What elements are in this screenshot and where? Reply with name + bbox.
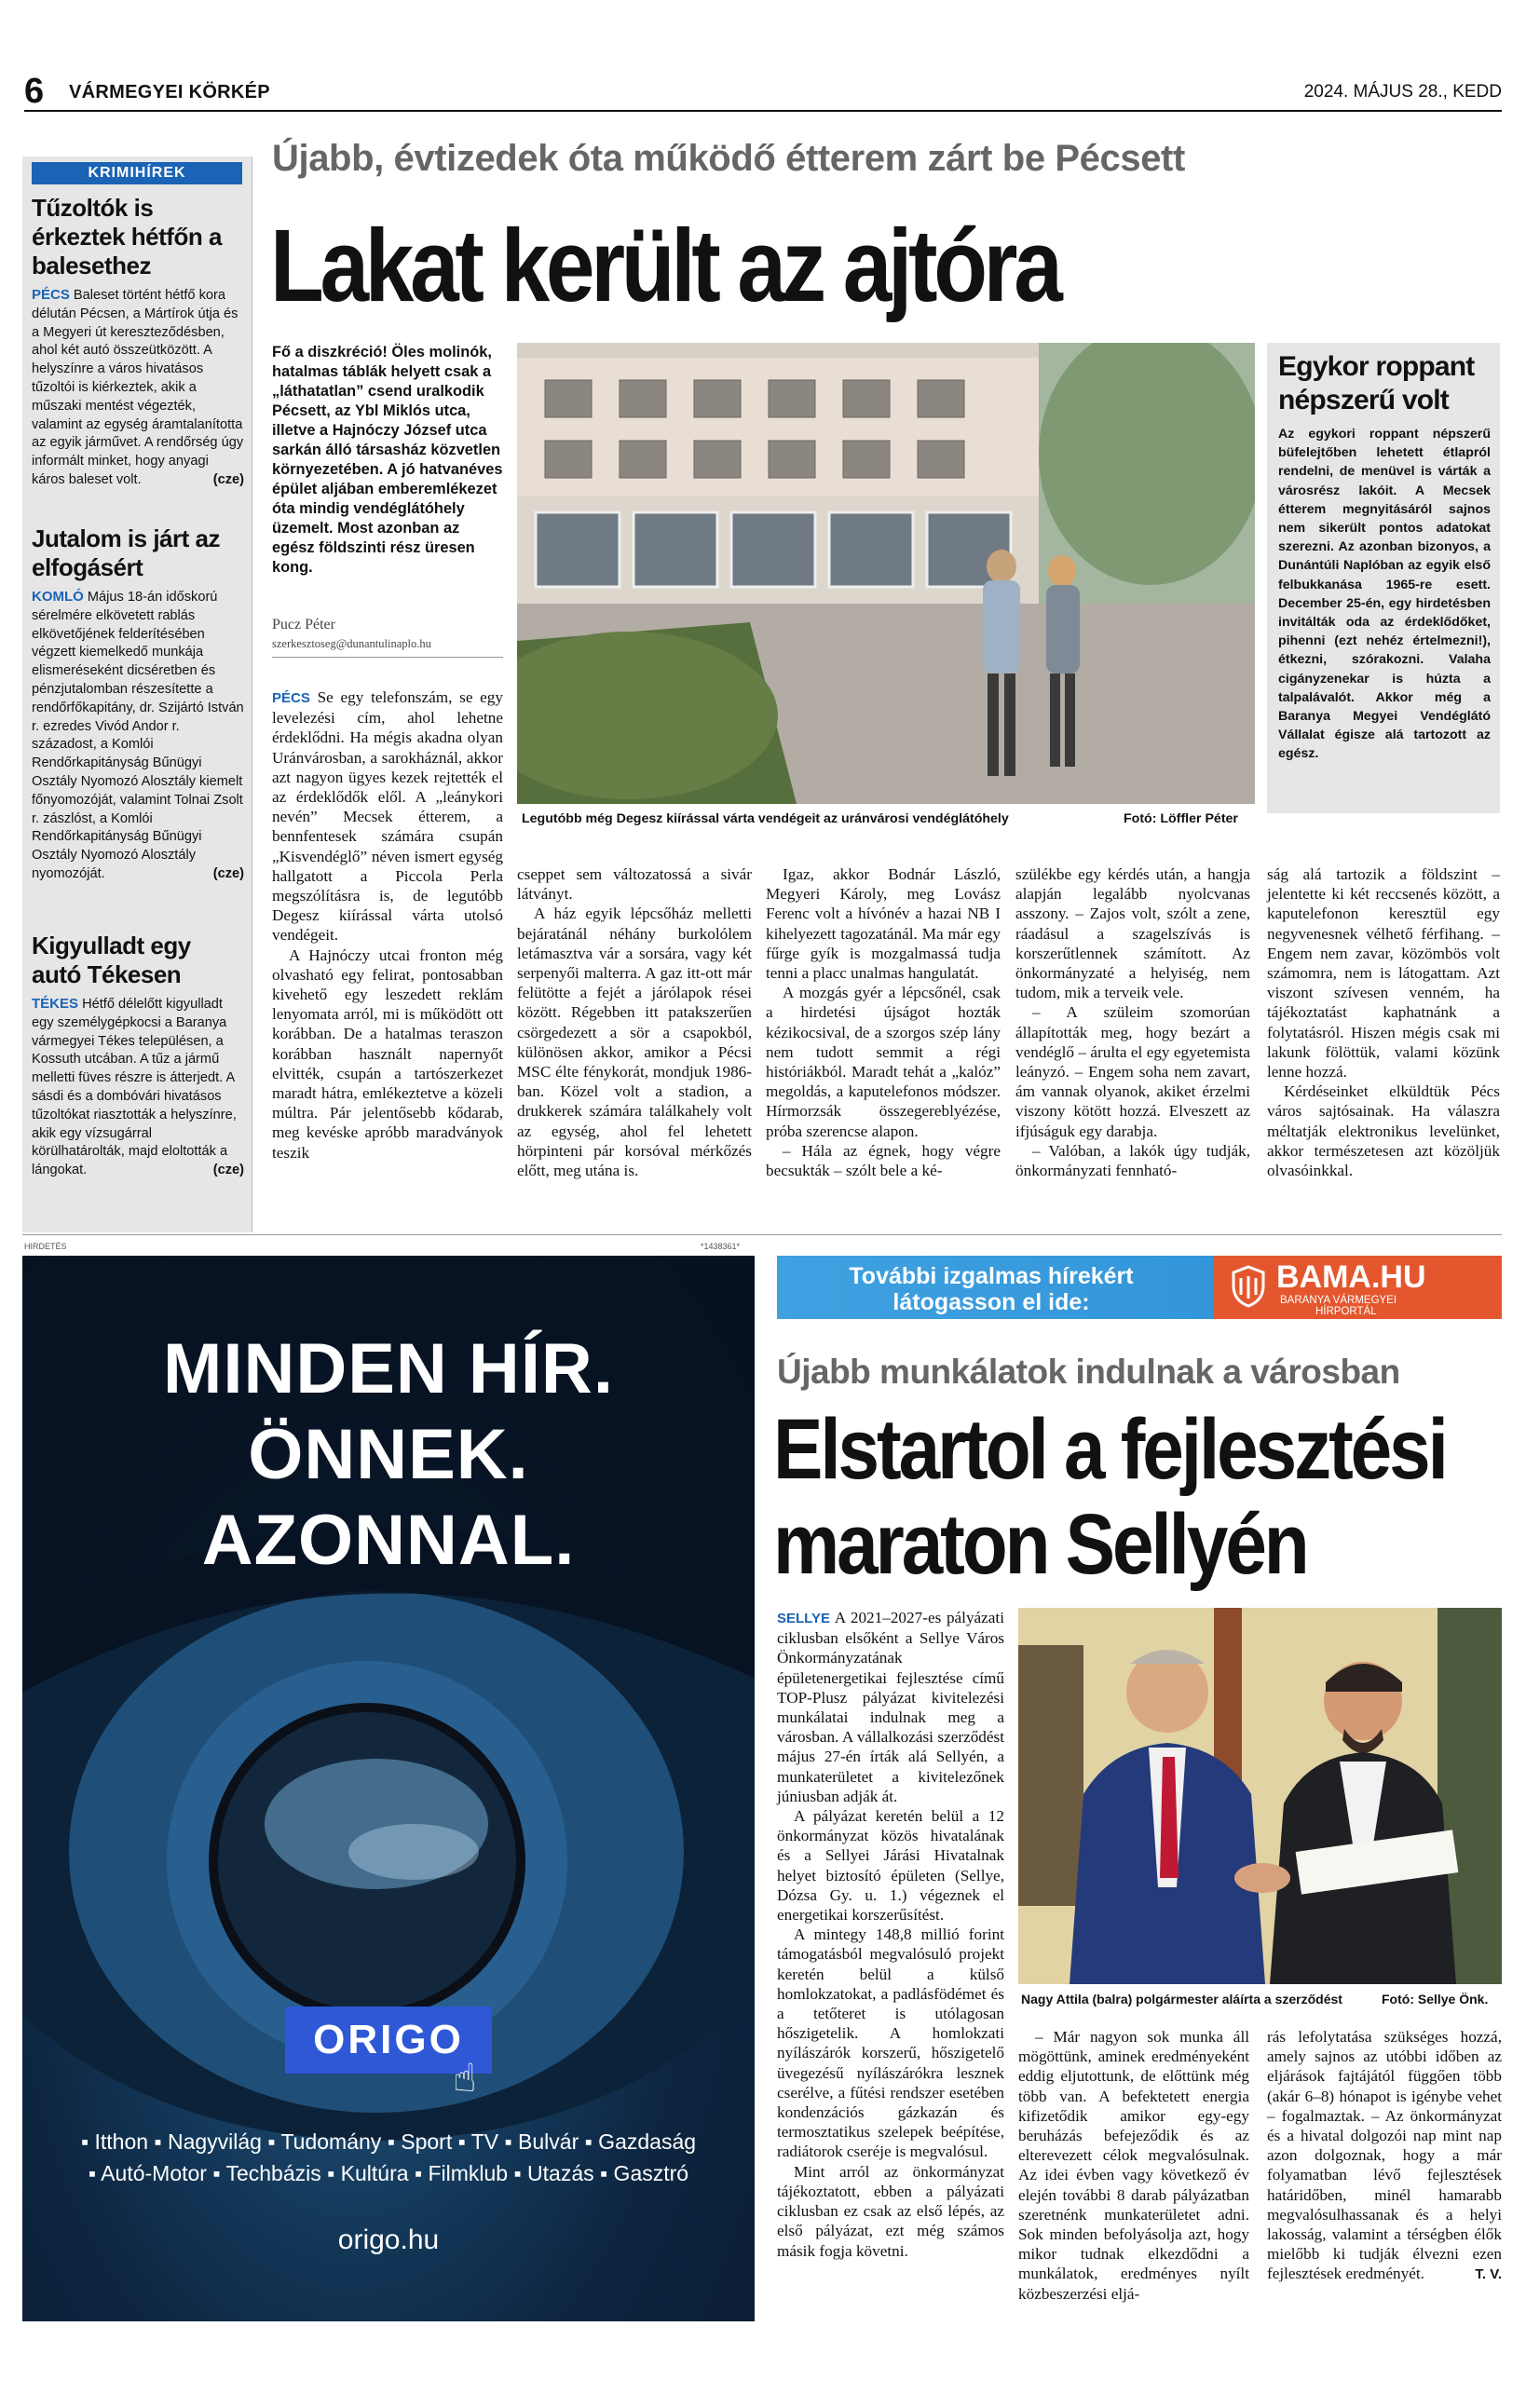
brief-signature: (cze) (212, 471, 244, 487)
brief-place: TÉKES (32, 996, 79, 1012)
article1-body-col5: ság alá tartozik a földszint – jelentette ki két reccsenés között, a kaputelefonon keresztül egy negyvenesnek vélhető férfihang. – Engem nem zavar, közömbös volt számomra, nem is látogattam. Azt viszont szívesen venném, ha tájékoztatást kaphatnánk a folytatásról. Hiszen mégis csak mi lakunk fölöttük, valami közünk lenne hozzá. Kérdéseinket elküldtük Pécs város sajtósainak. Ha válaszra méltatják elektronikus levelünket, akkor természetesen azt közöljük olvasóinkkal. (1267, 865, 1500, 1180)
article1-place: PÉCS (272, 690, 310, 706)
pointer-cursor-icon: ☝ (453, 2056, 477, 2100)
article2-headline-line1: Elstartol a fejlesztési (773, 1402, 1446, 1497)
restaurant-building-photo (517, 343, 1255, 804)
advert-categories-row1: ▪ Itthon ▪ Nagyvilág ▪ Tudomány ▪ Sport ▪ TV ▪ Bulvár ▪ Gazdaság (80, 2129, 697, 2154)
brief-text: PÉCS Baleset történt hétfő kora délután Pécsen, a Mártírok útja és a Megyeri út kereszteződésben, ahol két autó összeütközött. A helyszínre a város hivatásos tűzoltói is kiérkeztek, akik a műszaki mentést végezték, valamint az egység áramtalanította az egyik járművet. A rendőrség úgy informált minket, hogy anyagi káros baleset volt. (cze) (32, 286, 244, 490)
origo-logo-button[interactable]: ORIGO (285, 2007, 492, 2074)
photo1-caption: Legutóbb még Degesz kiírással várta vendégeit az uránvárosi vendéglátóhely (522, 811, 1009, 826)
photo2-credit: Fotó: Sellye Önk. (1382, 1992, 1489, 2007)
article1-body-col1: PÉCS Se egy telefonszám, se egy levelezési cím, ahol lehetne érdeklődni. Ha mégis akadna olyan Uránvárosban, a sarokháznál, akkor azt nagyon ügyes kezek rejtették el az érdeklődők elől. A „leánykori nevén” Mecsek étterem, a bennfentesek számára csupán „Kisvendéglő” néven ismert egység hallgatott a Piccola Perla megszólításra is, de legutóbb Degesz kiírással várta utolsó vendégeit. A Hajnóczy utcai fronton még olvasható egy felirat, pontosabban kivehető egy leszedett reklám lenyomata arról, mi is működött ott korábban. De a hatalmas teraszon korábban használt napernyőt elvitték, csupán a tartószerkezet maradt hátra, emlékeztetve a közeli múltra. Pár jelentősebb kődarab, meg kevéske apróbb maradványok teszik (272, 688, 503, 1162)
photo1-credit: Fotó: Löffler Péter (1124, 811, 1238, 826)
advert-line2: ÖNNEK. (248, 1415, 529, 1494)
bama-brand: BAMA.HU (1276, 1259, 1426, 1295)
page-header (24, 73, 1502, 112)
shield-icon (1232, 1265, 1265, 1308)
divider (22, 1234, 1502, 1235)
brief-title: Tűzoltók is érkeztek hétfőn a balesethez (32, 194, 222, 279)
author-block (272, 617, 503, 658)
author-email: szerkesztoseg@dunantulinaplo.hu (272, 637, 431, 650)
advert-label: HIRDETÉS (24, 1242, 67, 1251)
article2-kicker: Újabb munkálatok indulnak a városban (777, 1353, 1400, 1391)
article2-signature: T. V. (1475, 2265, 1502, 2282)
brief-text: KOMLÓ Május 18-án időskorú sérelmére elkövetett rablás elkövetőjének felderítésében végzett kiemelkedő munkája elismeréseként dicséretben és pénzjutalomban részesítette a rendőrfőkapitány, dr. Szijártó István r. ezredes Vivód Andor r. századost, a Komlói Rendőrkapitányság Bűnügyi Osztály Nyomozó Alosztály kiemelt főnyomozóját, valamint Tolnai Zsolt r. zászlóst, a Komlói Rendőrkapitányság Bűnügyi Osztály Nyomozó Alosztály nyomozóját. (cze) (32, 588, 244, 884)
sidebar-label: KRIMIHÍREK (32, 162, 242, 184)
page-number: 6 (24, 72, 45, 111)
article1-body-col3: Igaz, akkor Bodnár László, Megyeri Károly, meg Lovász Ferenc volt a hívónév a hazai NB I kihelyezett tagozatánál. Ma már egy fűrge gyík is mozgalmassá tudja tenni a placc unalmas hangulatát. A mozgás gyér a lépcsőnél, csak a hirdetési újságot hozták kézikocsival, de a szorgos szép lány nem tudott semmit a régi históriákból. Maradt tehát a „kalóz” megoldás, a kaputelefonos módszer. Hírmorzsák összegereblyézése, próba szerencse alapon. – Hála az égnek, hogy végre becsukták – szólt bele a ké- (766, 865, 1001, 1180)
article1-headline: Lakat került az ajtóra (270, 209, 1059, 323)
banner-line2: látogasson el ide: (892, 1289, 1090, 1315)
article2-headline-line2: maraton Sellyén (773, 1497, 1307, 1592)
advert-line1: MINDEN HÍR. (163, 1329, 614, 1408)
brief-title: Jutalom is járt az elfogásért (32, 524, 220, 581)
origo-advert[interactable] (22, 1256, 755, 2321)
handshake-illustration (1018, 1608, 1502, 1984)
advert-line3: AZONNAL. (201, 1501, 576, 1580)
building-illustration (517, 343, 1255, 804)
history-box (1267, 343, 1500, 813)
issue-date: 2024. MÁJUS 28., KEDD (1303, 82, 1502, 102)
article1-body-col4: szülékbe egy kérdés után, a hangja alapján legalább nyolcvanas asszony. – Zajos volt, szólt a zene, ráadásul a szagelszívás is korszerűtlennek számított. Az önkormányzaté a helyiség, nem tudom, mik a terveik vele. – A szüleim szomorúan állapították meg, hogy bezárt a vendéglő – árulta el egy egyetemista leányzó. – Engem soha nem zavart, ám vannak olyanok, akiket érzelmi viszony kötött hozzá. Elveszett az ifjúságuk egy darabja. – Valóban, a lakók úgy tudják, önkormányzati fennható- (1015, 865, 1250, 1180)
signing-ceremony-photo (1018, 1608, 1502, 1984)
article1-lead: Fő a diszkréció! Öles molinók, hatalmas táblák helyett csak a „láthatatlan” csend uralkodik Pécsett, az Ybl Miklós utca, illetve a Hajnóczy József utca sarkán álló társasház közvetlen környezetében. A jó hatvanéves épület aljában emberemlékezet óta mindig vendéglátóhely üzemelt. Most azonban az egész földszinti rész üresen kong. (272, 344, 503, 576)
advert-code: *1438361* (701, 1242, 741, 1251)
advert-categories-row2: ▪ Autó-Motor ▪ Techbázis ▪ Kultúra ▪ Filmklub ▪ Utazás ▪ Gasztró (88, 2161, 689, 2185)
brief-item (32, 932, 244, 1180)
history-box-text: Az egykori roppant népszerű büfelejtőben lehetett étlapról rendelni, de menüvel is várták a városrész lakóit. A Mecsek étterem megnyitásáról sajnos nem sikerült pontos adatokat szerezni. Az azonban bizonyos, a Dunántúli Naplóban az egyik első felbukkanása 1965-re esett. December 25-én, egy hirdetésben invitálták oda az érdeklődőket, pihenni (ezt nehéz értelmezni!), étkezni, szórakozni. Valaha cigányzenekar is húzta a talpalávalót. Akkor még a Baranya Megyei Vendéglátó Vállalat égisze alá tartozott az egész. (1278, 427, 1491, 762)
bama-logo-block (1213, 1256, 1502, 1319)
brief-item (32, 194, 244, 490)
history-box-title: Egykor roppant népszerű volt (1278, 351, 1475, 415)
brief-title: Kigyulladt egy autó Tékesen (32, 932, 191, 988)
brief-text: TÉKES Hétfő délelőtt kigyulladt egy személygépkocsi a Baranya vármegyei Tékes településen, a Kossuth utcában. A tűz a jármű melletti füves részre is átterjedt. A sásdi és a dombóvári hivatásos tűzoltókat riasztották a helyszínre, akik egy vízsugárral körülhatárolták, majd eloltották a lángokat. (cze) (32, 995, 244, 1180)
brief-signature: (cze) (212, 1163, 244, 1178)
photo2-caption: Nagy Attila (balra) polgármester aláírta a szerződést (1021, 1992, 1342, 2007)
article2-body-col1: SELLYE A 2021–2027-es pályázati ciklusban elsőként a Sellye Város Önkormányzatának épületenergetikai fejlesztése című TOP-Plusz pályázat kivitelezési munkálatai indulnak meg a városban. A vállalkozási szerződést május 27-én írták alá Sellyén, a munkaterületet a kivitelezőnek júniusban adják át. A pályázat keretén belül a 12 önkormányzat közös hivatalának és a Sellyei Járási Hivatalnak helyet biztosító épületen (Sellye, Dózsa Gy. u. 1.) végeznek el energetikai korszerűsítést. A mintegy 148,8 millió forint támogatásból megvalósuló projekt keretén belül a külső homlokzatokat, a padlásfödémet és a tetőteret is utólagosan hőszigetelik. A homlokzati nyílászárók korszerű, hőszigetelő üvegezésű nyílászárókra lesznek cserélve, a fűtési rendszer esetében kondenzációs gázkazán és termosztatikus szelepek beépítése, radiátorok cseréje is megvalósul. Mint arról az önkormányzat tájékoztatott, ebben a pályázati ciklusban ez csak az első lépés, az első pályázat, ezt még számos másik fogja követni. (777, 1609, 1004, 2260)
brief-signature: (cze) (212, 865, 244, 881)
brief-place: PÉCS (32, 287, 70, 303)
advert-url[interactable]: origo.hu (337, 2224, 440, 2255)
article1-body-col2: cseppet sem változatossá a sivár látványt. A ház egyik lépcsőház melletti bejáratánál néhány burkolólem letámasztva vár a sorsára, vagy két serpenyői malterra. A gaz itt-ott már felütötte a fejét a járólapok rései között. Régebben itt patakszerűen csörgedezett a sör a csapokból, különösen akkor, amikor a Pécsi MSC élte fénykorát, mondjuk 1986-ban. Közel volt a stadion, a drukkerek számára találkahely volt az egység, ahol fel lehetett hörpinteni pár korsóval mérkőzés előtt, meg utána is. (517, 865, 752, 1180)
article2-body-col2: – Már nagyon sok munka áll mögöttünk, aminek eredményeként eddig eljutottunk, de előttünk még több van. A befektetett energia kifizetődik amikor egy-egy beruházás befejeződik és az elterevezett célok megvalósulnak. Az idei évben vagy következő év elején további 8 darab pályázatban szeretnénk munkaterületet adni. Sok minden befolyásolja azt, hogy mikor tudnak elkezdődni a munkálatok, eredményes nyílt közbeszerzési eljá- (1018, 2028, 1249, 2303)
banner-line1: További izgalmas hírekért (849, 1263, 1134, 1289)
crime-news-sidebar (22, 156, 252, 1232)
article2-place: SELLYE (777, 1611, 830, 1626)
article1-kicker: Újabb, évtizedek óta működő étterem zárt be Pécsett (272, 138, 1185, 179)
brief-place: KOMLÓ (32, 589, 84, 605)
bama-banner[interactable] (777, 1256, 1502, 1319)
bama-sub2: HÍRPORTÁL (1315, 1306, 1377, 1317)
article2-body-col3: rás lefolytatása szükséges hozzá, amely sajnos az utóbbi időben az eljárások fajtájától függően több (akár 6–8) hónapot is igénybe vehet – fogalmaztak. – Az önkormányzat és a hivatal dolgozói nap mint nap azon dolgoznak, hogy a már folyamatban lévő fejlesztések határidőben, minél hamarabb megvalósulhassanak és a helyi lakosság, valamint a térségben élők mielőbb ki tudják élvezni ezen fejlesztések eredményét. T. V. (1267, 2028, 1502, 2283)
brief-item (32, 524, 244, 884)
bama-sub1: BARANYA VÁRMEGYEI (1280, 1295, 1397, 1306)
author-name: Pucz Péter (272, 617, 335, 633)
section-name: VÁRMEGYEI KÖRKÉP (69, 82, 270, 102)
